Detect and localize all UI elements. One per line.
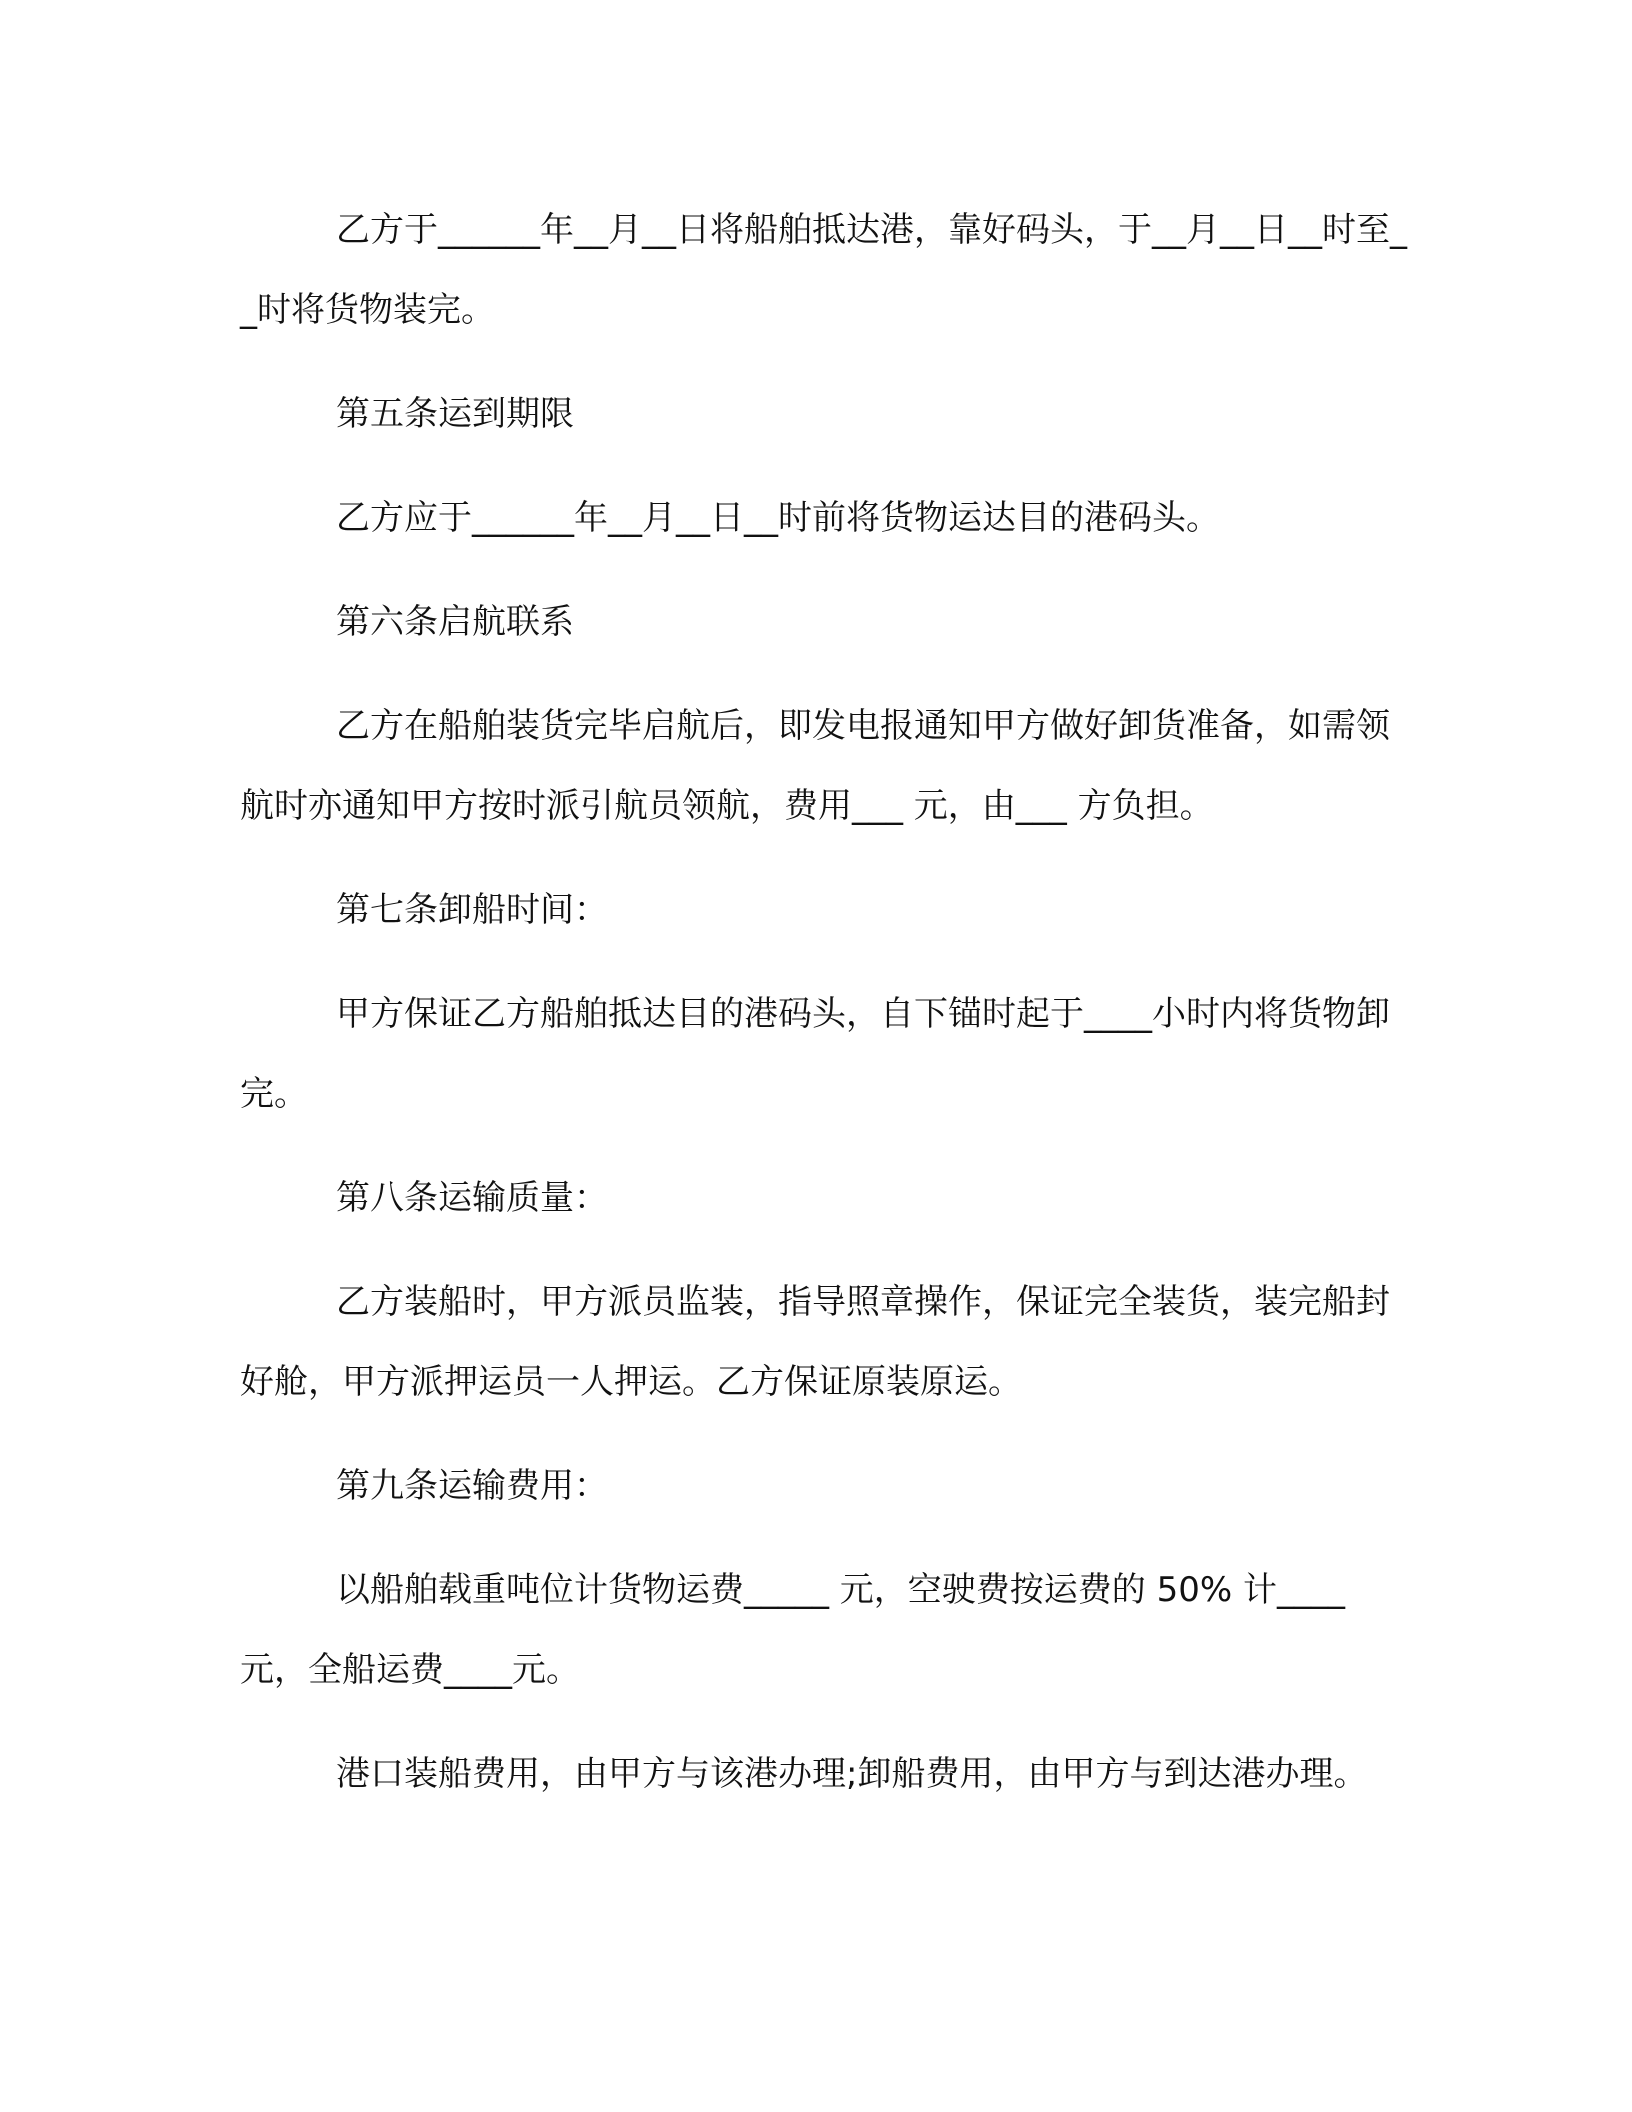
heading-article-9: 第九条运输费用：: [336, 1466, 608, 1506]
paragraph-port-fees: 港口装船费用，由甲方与该港办理;卸船费用，由甲方与到达港办理。: [336, 1754, 1368, 1794]
paragraph-loading-time: 乙方于______年__月__日将船舶抵达港，靠好码头，于__月__日__时至__时将货物装完。: [240, 210, 1407, 330]
heading-article-8: 第八条运输质量：: [336, 1178, 608, 1218]
heading-article-5: 第五条运到期限: [336, 394, 574, 434]
heading-article-6: 第六条启航联系: [336, 602, 574, 642]
heading-article-7: 第七条卸船时间：: [336, 890, 608, 930]
paragraph-departure-contact: 乙方在船舶装货完毕启航后，即发电报通知甲方做好卸货准备，如需领航时亦通知甲方按时派引航员领航，费用___ 元，由___ 方负担。: [240, 706, 1390, 826]
paragraph-arrival-deadline: 乙方应于______年__月__日__时前将货物运达目的港码头。: [336, 498, 1220, 538]
paragraph-freight-cost: 以船舶载重吨位计货物运费_____ 元，空驶费按运费的 50% 计____元，全船运费____元。: [240, 1570, 1345, 1690]
document-body: [240, 190, 1410, 1838]
paragraph-transport-quality: 乙方装船时，甲方派员监装，指导照章操作，保证完全装货，装完船封好舱，甲方派押运员一人押运。乙方保证原装原运。: [240, 1282, 1390, 1402]
paragraph-unloading-time: 甲方保证乙方船舶抵达目的港码头，自下锚时起于____小时内将货物卸完。: [240, 994, 1390, 1114]
